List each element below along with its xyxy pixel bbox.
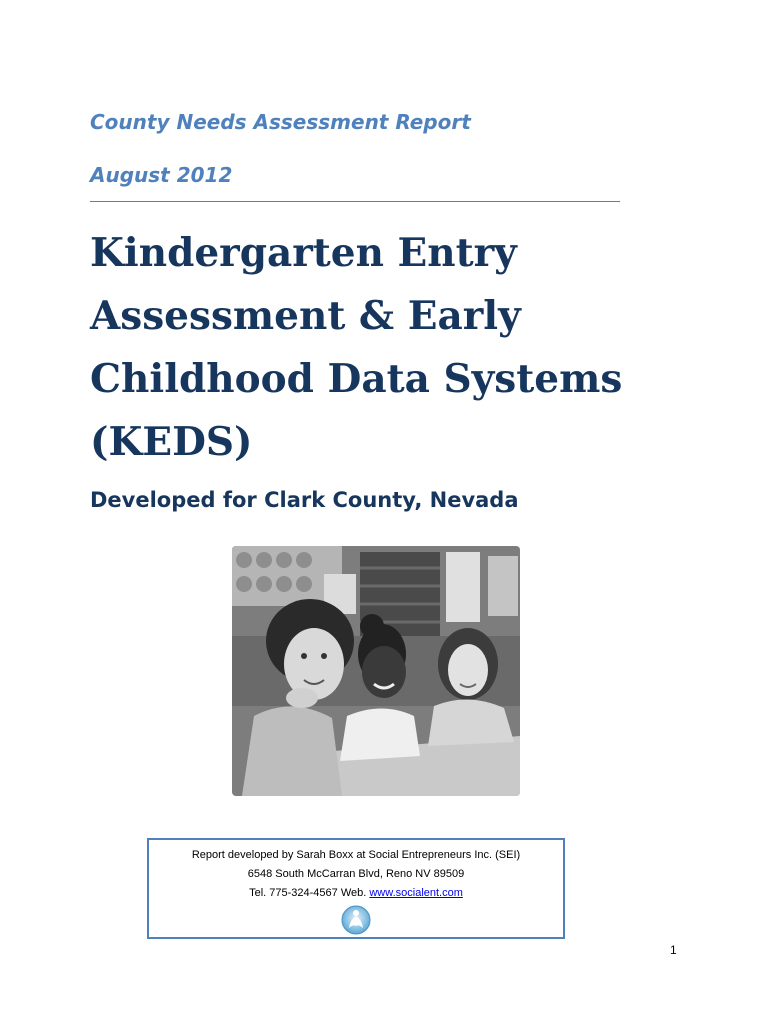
report-date: August 2012 [90, 163, 233, 187]
header-divider [90, 201, 620, 202]
report-type: County Needs Assessment Report [90, 110, 471, 134]
sei-logo-icon [340, 904, 372, 943]
website-link[interactable]: www.socialent.com [369, 887, 463, 899]
main-title-line-2: Assessment & Early [90, 293, 521, 339]
main-title-line-4: (KEDS) [90, 419, 253, 465]
main-title-line-1: Kindergarten Entry [90, 230, 517, 276]
main-title [90, 222, 650, 474]
credits-author: Report developed by Sarah Boxx at Social Entrepreneurs Inc. (SEI) [191, 849, 521, 861]
credits-phone: Tel. 775-324-4567 Web. [249, 887, 370, 899]
developed-for: Developed for Clark County, Nevada [90, 488, 519, 512]
report-credits-box [147, 838, 565, 939]
page-number: 1 [670, 943, 677, 957]
classroom-children-photo [232, 546, 520, 796]
credits-contact [149, 884, 563, 903]
credits-address: 6548 South McCarran Blvd, Reno NV 89509 [247, 868, 465, 880]
main-title-line-3: Childhood Data Systems [90, 356, 623, 402]
